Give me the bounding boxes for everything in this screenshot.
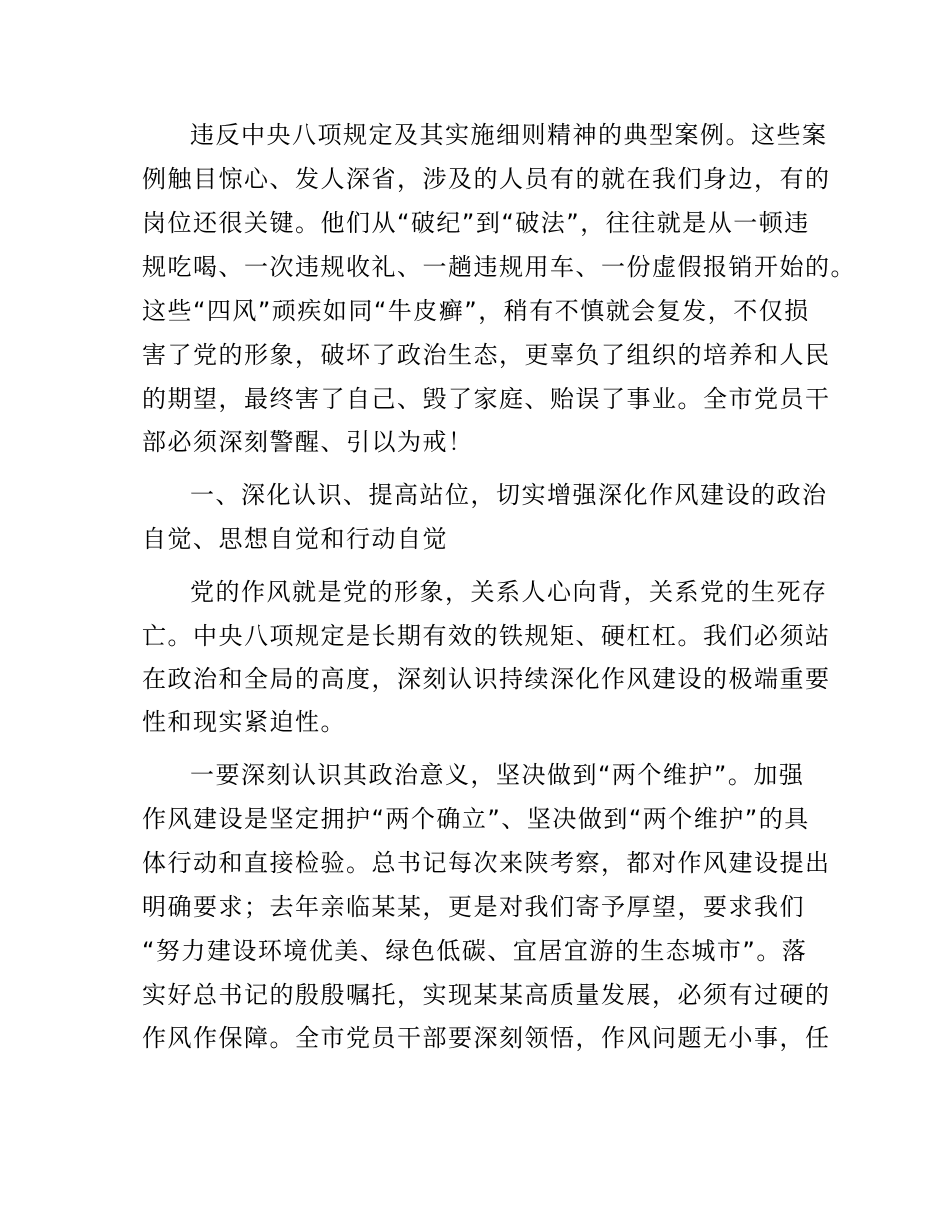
- paragraph-3-line-4: 性和现实紧迫性。: [142, 708, 346, 736]
- paragraph-3-line-2: 亡。中央八项规定是长期有效的铁规矩、硬杠杠。我们必须站: [142, 622, 831, 650]
- paragraph-1-line-4: 规吃喝、一次违规收礼、一趟违规用车、一份虚假报销开始的。: [142, 253, 856, 281]
- paragraph-1-line-6: 害了党的形象，破坏了政治生态，更辜负了组织的培养和人民: [142, 341, 831, 369]
- paragraph-4-line-6: 实好总书记的殷殷嘱托，实现某某高质量发展，必须有过硬的: [142, 981, 831, 1009]
- paragraph-4-line-7: 作风作保障。全市党员干部要深刻领悟，作风问题无小事，任: [142, 1024, 831, 1052]
- paragraph-4-line-1: 一要深刻认识其政治意义，坚决做到“两个维护”。加强: [190, 761, 805, 789]
- paragraph-1-line-8: 部必须深刻警醒、引以为戒！: [142, 428, 474, 456]
- paragraph-1-line-2: 例触目惊心、发人深省，涉及的人员有的就在我们身边，有的: [142, 165, 831, 193]
- paragraph-1-line-3: 岗位还很关键。他们从“破纪”到“破法”，往往就是从一顿违: [142, 209, 810, 237]
- section-heading-line-2: 自觉、思想自觉和行动自觉: [142, 525, 448, 553]
- paragraph-4-line-3: 体行动和直接检验。总书记每次来陕考察，都对作风建设提出: [142, 849, 831, 877]
- paragraph-1-line-1: 违反中央八项规定及其实施细则精神的典型案例。这些案: [190, 121, 828, 149]
- paragraph-1-line-7: 的期望，最终害了自己、毁了家庭、贻误了事业。全市党员干: [142, 385, 831, 413]
- paragraph-4-line-5: “努力建设环境优美、绿色低碳、宜居宜游的生态城市”。落: [142, 937, 808, 965]
- paragraph-4-line-4: 明确要求；去年亲临某某，更是对我们寄予厚望，要求我们: [142, 893, 805, 921]
- paragraph-4-line-2: 作风建设是坚定拥护“两个确立”、坚决做到“两个维护”的具: [142, 805, 810, 833]
- paragraph-3-line-3: 在政治和全局的高度，深刻认识持续深化作风建设的极端重要: [142, 665, 831, 693]
- paragraph-3-line-1: 党的作风就是党的形象，关系人心向背，关系党的生死存: [190, 578, 828, 606]
- section-heading-line-1: 一、深化认识、提高站位，切实增强深化作风建设的政治: [190, 481, 828, 509]
- paragraph-1-line-5: 这些“四风”顽疾如同“牛皮癣”，稍有不慎就会复发，不仅损: [142, 297, 810, 325]
